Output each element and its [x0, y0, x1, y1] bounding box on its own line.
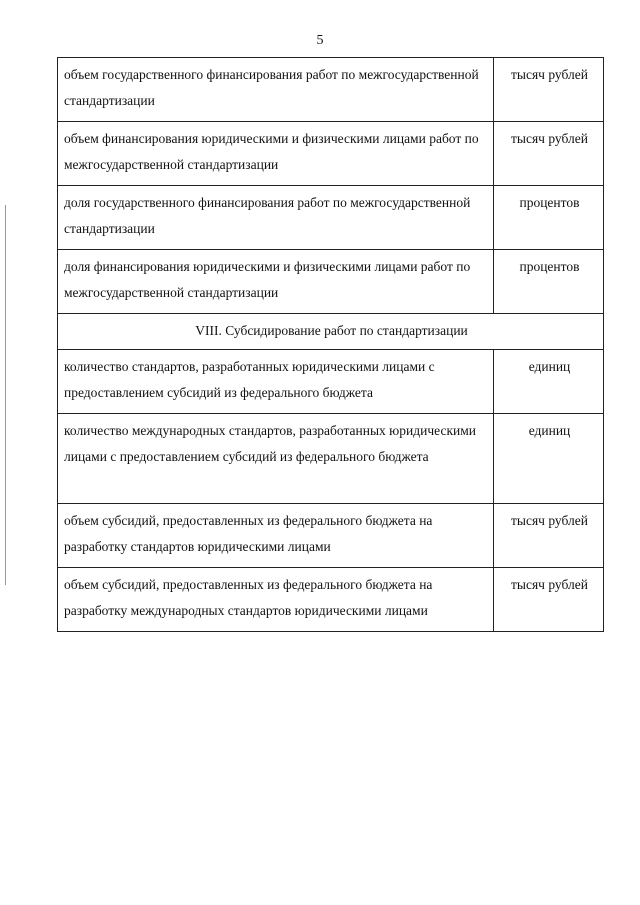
- section-heading: VIII. Субсидирование работ по стандартизации: [58, 314, 604, 350]
- page-number: 5: [316, 33, 324, 48]
- indicator-description: объем государственного финансирования работ по межгосударственной стандартизации: [58, 58, 494, 122]
- section-heading-row: [58, 314, 604, 350]
- indicator-unit: тысяч рублей: [494, 504, 604, 568]
- table-row: [58, 122, 604, 186]
- table-row: [58, 414, 604, 504]
- indicator-description: объем субсидий, предоставленных из федерального бюджета на разработку международных стандартов юридическими лицами: [58, 568, 494, 632]
- indicator-description: доля государственного финансирования работ по межгосударственной стандартизации: [58, 186, 494, 250]
- indicator-unit: тысяч рублей: [494, 122, 604, 186]
- indicator-description: объем финансирования юридическими и физическими лицами работ по межгосударственной стандартизации: [58, 122, 494, 186]
- indicator-unit: процентов: [494, 250, 604, 314]
- indicator-description: количество международных стандартов, разработанных юридическими лицами с предоставлением субсидий из федерального бюджета: [58, 414, 494, 504]
- indicator-description: объем субсидий, предоставленных из федерального бюджета на разработку стандартов юридическими лицами: [58, 504, 494, 568]
- table-row: [58, 250, 604, 314]
- scan-edge-line: [5, 205, 6, 585]
- table-row: [58, 568, 604, 632]
- table-row: [58, 58, 604, 122]
- indicator-unit: тысяч рублей: [494, 58, 604, 122]
- table-row: [58, 504, 604, 568]
- indicator-unit: процентов: [494, 186, 604, 250]
- indicator-unit: единиц: [494, 350, 604, 414]
- indicator-description: количество стандартов, разработанных юридическими лицами с предоставлением субсидий из федерального бюджета: [58, 350, 494, 414]
- table-row: [58, 186, 604, 250]
- indicators-table: [57, 57, 604, 632]
- indicator-unit: единиц: [494, 414, 604, 504]
- indicator-description: доля финансирования юридическими и физическими лицами работ по межгосударственной стандартизации: [58, 250, 494, 314]
- table-row: [58, 350, 604, 414]
- indicator-unit: тысяч рублей: [494, 568, 604, 632]
